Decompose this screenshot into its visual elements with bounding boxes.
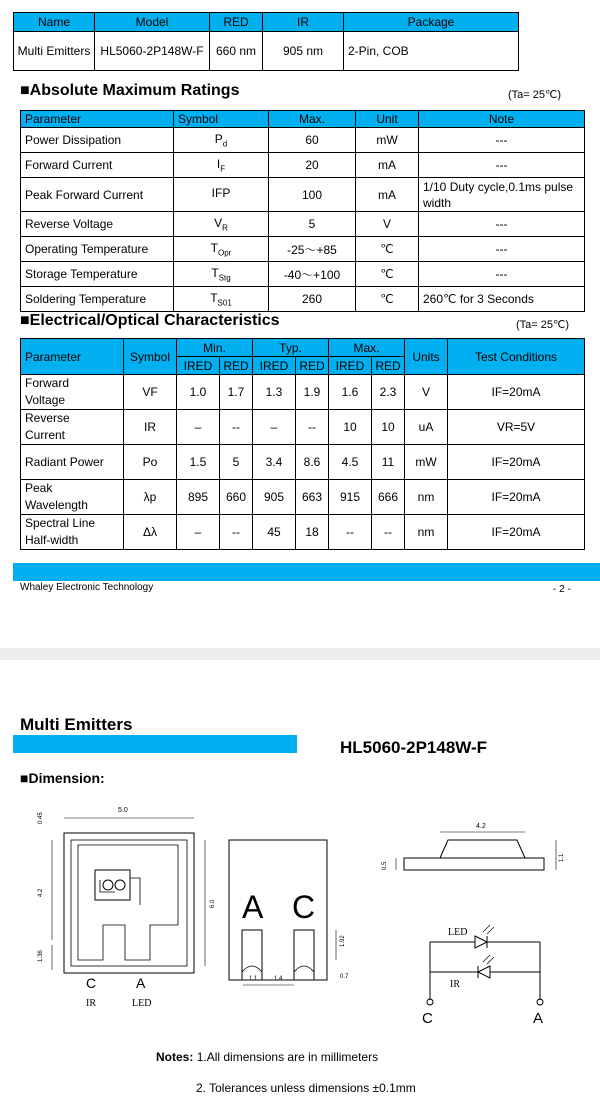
eo-param-line2: Wavelength (25, 498, 88, 512)
rt-param: Storage Temperature (21, 262, 174, 287)
dim-1-92: 1.92 (340, 935, 346, 947)
eo-param-line2: Half-width (25, 533, 79, 547)
rt-max: 60 (269, 128, 356, 153)
eo-cond: IF=20mA (448, 375, 585, 410)
rt-symbol-main: T (211, 265, 219, 280)
cell-ir: 905 nm (263, 32, 344, 71)
eo-value: 915 (329, 480, 372, 515)
rt-symbol-sub: S01 (217, 298, 232, 308)
dim-1-1a: 1.1 (249, 976, 258, 982)
eo-value: 8.6 (296, 445, 329, 480)
p2-title: Multi Emitters (20, 715, 133, 734)
eo-value: 10 (329, 410, 372, 445)
rt-symbol-main: I (216, 156, 221, 171)
eo-value: 11 (372, 445, 405, 480)
eo-row (21, 375, 585, 410)
rt-symbol-sub: Stg (218, 273, 231, 283)
eo-h-typ-ired: IRED (253, 357, 296, 375)
ratings-row (21, 237, 585, 262)
dim-1-36: 1.36 (38, 950, 44, 962)
dim-6-0: 6.0 (210, 899, 216, 908)
p2-title-band (13, 735, 297, 753)
eo-value: 1.0 (177, 375, 220, 410)
rt-h-symbol: Symbol (174, 111, 269, 128)
rt-unit: ℃ (356, 287, 419, 312)
eo-ta: (Ta= 25℃) (516, 319, 570, 331)
eo-row (21, 410, 585, 445)
eo-symbol: IR (124, 410, 177, 445)
eo-value: 1.5 (177, 445, 220, 480)
rt-symbol-sub: Opr (218, 248, 232, 258)
rt-note: --- (419, 128, 585, 153)
eo-title: ■Electrical/Optical Characteristics (20, 312, 280, 329)
schematic-led-label: LED (448, 927, 468, 938)
eo-symbol: Po (124, 445, 177, 480)
eo-value: -- (329, 515, 372, 550)
page-separator (0, 648, 600, 660)
rt-param: Reverse Voltage (21, 212, 174, 237)
rt-note: 260℃ for 3 Seconds (419, 287, 585, 312)
label-A-small: A (136, 975, 146, 991)
cell-red: 660 nm (210, 32, 263, 71)
eo-value: 3.4 (253, 445, 296, 480)
eo-param (21, 445, 124, 480)
schematic-ir-label: IR (450, 979, 460, 990)
eo-cond: IF=20mA (448, 515, 585, 550)
ratings-table (20, 110, 585, 312)
cell-model: HL5060-2P148W-F (95, 32, 210, 71)
eo-cond: VR=5V (448, 410, 585, 445)
eo-value: 905 (253, 480, 296, 515)
rt-h-param: Parameter (21, 111, 174, 128)
rt-max: -40～+100 (269, 262, 356, 287)
rt-max: -25～+85 (269, 237, 356, 262)
eo-h-typ: Typ. (253, 339, 329, 357)
cell-package: 2-Pin, COB (344, 32, 519, 71)
ratings-row (21, 262, 585, 287)
rt-symbol (174, 237, 269, 262)
eo-value: 1.7 (220, 375, 253, 410)
rt-unit: ℃ (356, 262, 419, 287)
eo-cond: IF=20mA (448, 480, 585, 515)
eo-param-line1: Radiant Power (25, 454, 104, 469)
rt-h-max: Max. (269, 111, 356, 128)
eo-value: 18 (296, 515, 329, 550)
eo-unit: nm (405, 515, 448, 550)
header-ir: IR (263, 13, 344, 32)
rt-symbol-main: P (214, 131, 223, 146)
eo-symbol: VF (124, 375, 177, 410)
schematic-A-label: A (533, 1010, 544, 1027)
eo-value: 5 (220, 445, 253, 480)
eo-param (21, 515, 124, 550)
rt-unit: mA (356, 153, 419, 178)
eo-h-symbol: Symbol (124, 339, 177, 375)
label-A-big: A (242, 889, 264, 925)
eo-h-cond: Test Conditions (448, 339, 585, 375)
eo-h-min: Min. (177, 339, 253, 357)
eo-param-line2: Voltage (25, 393, 66, 407)
dim-0-5: 0.5 (382, 861, 388, 870)
note-2: 2. Tolerances unless dimensions ±0.1mm (196, 1081, 416, 1095)
eo-value: 1.6 (329, 375, 372, 410)
header-model: Model (95, 13, 210, 32)
rt-symbol-sub: F (220, 164, 226, 174)
p2-dimension-title: ■Dimension: (20, 770, 105, 786)
rt-symbol-sub: R (222, 223, 228, 233)
eo-param-line2: Current (25, 428, 66, 442)
rt-note: --- (419, 153, 585, 178)
ratings-row (21, 128, 585, 153)
eo-param-line1: Reverse (25, 411, 70, 425)
rt-unit: V (356, 212, 419, 237)
eo-table (20, 338, 585, 550)
rt-note: 1/10 Duty cycle,0.1ms pulse width (419, 178, 585, 212)
rt-symbol-main: T (210, 240, 218, 255)
rt-h-note: Note (419, 111, 585, 128)
rt-unit: ℃ (356, 237, 419, 262)
rt-note: --- (419, 237, 585, 262)
eo-symbol: Δλ (124, 515, 177, 550)
rt-unit: mA (356, 178, 419, 212)
footer-company: Whaley Electronic Technology (20, 582, 154, 593)
rt-symbol (174, 287, 269, 312)
eo-h-typ-red: RED (296, 357, 329, 375)
dim-1-4: 1.4 (274, 976, 283, 982)
rt-symbol-main: V (214, 215, 223, 230)
header-package: Package (344, 13, 519, 32)
eo-value: -- (220, 515, 253, 550)
eo-h-units: Units (405, 339, 448, 375)
eo-h-param: Parameter (21, 339, 124, 375)
eo-value: – (177, 515, 220, 550)
eo-h-max-red: RED (372, 357, 405, 375)
rt-param: Operating Temperature (21, 237, 174, 262)
dim-4-2: 4.2 (38, 888, 44, 897)
dim-4-2b: 4.2 (476, 823, 486, 830)
label-IR: IR (86, 998, 96, 1009)
eo-value: – (177, 410, 220, 445)
rt-max: 5 (269, 212, 356, 237)
header-name: Name (14, 13, 95, 32)
footer-band (13, 563, 600, 581)
ratings-row (21, 178, 585, 212)
eo-value: 45 (253, 515, 296, 550)
eo-h-min-red: RED (220, 357, 253, 375)
eo-row (21, 515, 585, 550)
rt-param: Power Dissipation (21, 128, 174, 153)
ratings-row (21, 212, 585, 237)
rt-symbol-sub: d (222, 139, 228, 149)
ratings-row (21, 287, 585, 312)
rt-symbol-main: T (210, 290, 218, 305)
p2-model: HL5060-2P148W-F (340, 738, 488, 757)
cell-name: Multi Emitters (14, 32, 95, 71)
eo-unit: nm (405, 480, 448, 515)
package-table (13, 12, 519, 71)
ratings-title: ■Absolute Maximum Ratings (20, 82, 240, 99)
eo-row (21, 445, 585, 480)
rt-note: --- (419, 212, 585, 237)
eo-unit: uA (405, 410, 448, 445)
rt-symbol (174, 128, 269, 153)
label-C-small: C (86, 975, 97, 991)
eo-param (21, 480, 124, 515)
rt-symbol (174, 178, 269, 212)
eo-value: 666 (372, 480, 405, 515)
eo-h-min-ired: IRED (177, 357, 220, 375)
rt-symbol (174, 262, 269, 287)
eo-param-line1: Peak (25, 481, 53, 495)
ratings-ta: (Ta= 25℃) (508, 89, 562, 101)
notes-label: Notes: (156, 1050, 194, 1064)
rt-max: 100 (269, 178, 356, 212)
note-1: 1.All dimensions are in millimeters (196, 1050, 379, 1064)
dim-0-45: 0.45 (38, 812, 44, 824)
rt-symbol (174, 212, 269, 237)
eo-unit: mW (405, 445, 448, 480)
eo-symbol: λp (124, 480, 177, 515)
notes-line-1 (156, 1050, 378, 1064)
label-LED: LED (132, 998, 152, 1009)
eo-value: 660 (220, 480, 253, 515)
eo-param (21, 410, 124, 445)
label-C-big: C (292, 889, 316, 925)
rt-param: Peak Forward Current (21, 178, 174, 212)
eo-unit: V (405, 375, 448, 410)
eo-value: 663 (296, 480, 329, 515)
eo-value: 10 (372, 410, 405, 445)
eo-value: – (253, 410, 296, 445)
eo-row (21, 480, 585, 515)
dim-5-0: 5.0 (118, 807, 128, 814)
eo-value: 1.9 (296, 375, 329, 410)
ratings-row (21, 153, 585, 178)
eo-cond: IF=20mA (448, 445, 585, 480)
eo-value: -- (296, 410, 329, 445)
eo-value: 1.3 (253, 375, 296, 410)
eo-param (21, 375, 124, 410)
rt-max: 20 (269, 153, 356, 178)
eo-value: -- (372, 515, 405, 550)
rt-note: --- (419, 262, 585, 287)
rt-max: 260 (269, 287, 356, 312)
rt-symbol-main: IFP (211, 186, 231, 201)
rt-symbol (174, 153, 269, 178)
eo-value: 2.3 (372, 375, 405, 410)
rt-param: Forward Current (21, 153, 174, 178)
eo-h-max: Max. (329, 339, 405, 357)
eo-param-line1: Forward (25, 376, 70, 390)
header-red: RED (210, 13, 263, 32)
schematic-C-label: C (422, 1010, 433, 1027)
eo-value: 895 (177, 480, 220, 515)
dimension-drawing (0, 795, 600, 1035)
eo-value: -- (220, 410, 253, 445)
dim-0-7: 0.7 (340, 974, 349, 980)
eo-value: 4.5 (329, 445, 372, 480)
eo-h-max-ired: IRED (329, 357, 372, 375)
dim-1-1b: 1.1 (559, 853, 565, 862)
rt-param: Soldering Temperature (21, 287, 174, 312)
rt-unit: mW (356, 128, 419, 153)
rt-h-unit: Unit (356, 111, 419, 128)
eo-param-line1: Spectral Line (25, 516, 96, 530)
footer-page: - 2 - (553, 584, 571, 595)
